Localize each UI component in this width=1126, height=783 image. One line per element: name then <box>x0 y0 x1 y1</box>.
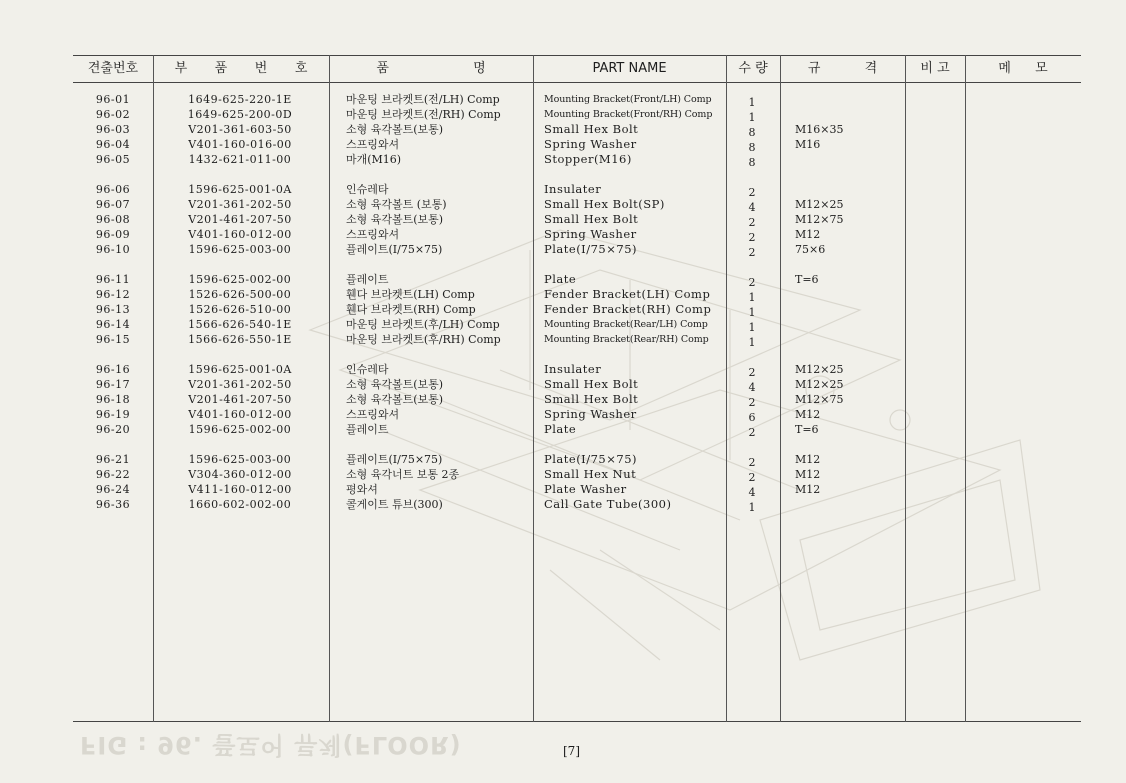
part-number: V201-361-202-50 <box>188 378 292 391</box>
korean-name: 마운팅 브라켓트(전/RH) Comp <box>346 108 501 121</box>
item-number: 96-21 <box>95 453 131 466</box>
item-number: 96-19 <box>95 408 131 421</box>
part-name: Mounting Bracket(Front/LH) Comp <box>544 94 712 105</box>
part-number: V201-361-202-50 <box>188 198 292 211</box>
quantity: 2 <box>748 231 756 244</box>
item-number: 96-13 <box>95 303 131 316</box>
part-name: Call Gate Tube(300) <box>544 497 672 511</box>
table-row <box>0 242 1126 257</box>
table-row <box>0 122 1126 137</box>
part-name: Plate <box>544 422 577 436</box>
quantity: 8 <box>748 141 756 154</box>
part-number: 1566-626-550-1E <box>188 333 292 346</box>
part-name: Plate(I/75×75) <box>544 452 637 466</box>
item-number: 96-17 <box>95 378 131 391</box>
item-number: 96-18 <box>95 393 131 406</box>
part-number: 1566-626-540-1E <box>188 318 292 331</box>
part-name: Mounting Bracket(Front/RH) Comp <box>544 109 713 120</box>
table-row <box>0 452 1126 467</box>
header-name-kr: 품 명 <box>376 61 486 76</box>
table-row <box>0 107 1126 122</box>
specification: M16×35 <box>795 123 844 136</box>
part-name: Small Hex Bolt <box>544 392 639 406</box>
quantity: 2 <box>748 471 756 484</box>
part-number: 1660-602-002-00 <box>188 498 292 511</box>
header-qty: 수 량 <box>738 61 768 76</box>
quantity: 2 <box>748 246 756 259</box>
item-number: 96-08 <box>95 213 131 226</box>
part-name: Small Hex Bolt <box>544 377 639 391</box>
quantity: 8 <box>748 156 756 169</box>
korean-name: 마개(M16) <box>346 153 402 166</box>
table-row <box>0 137 1126 152</box>
part-name: Spring Washer <box>544 407 637 421</box>
part-number: V201-461-207-50 <box>188 393 292 406</box>
table-row <box>0 422 1126 437</box>
quantity: 2 <box>748 456 756 469</box>
part-name: Small Hex Bolt(SP) <box>544 197 665 211</box>
korean-name: 플레이트(I/75×75) <box>346 243 443 256</box>
quantity: 4 <box>748 381 756 394</box>
item-number: 96-02 <box>95 108 131 121</box>
korean-name: 스프링와셔 <box>346 408 400 421</box>
quantity: 6 <box>748 411 756 424</box>
table-row <box>0 362 1126 377</box>
korean-name: 평와셔 <box>346 483 378 496</box>
table-bottom-border <box>73 721 1081 722</box>
table-row <box>0 482 1126 497</box>
item-number: 96-03 <box>95 123 131 136</box>
korean-name: 소형 육각볼트(보통) <box>346 123 444 136</box>
specification: M16 <box>795 138 821 151</box>
part-number: 1596-625-001-0A <box>188 363 292 376</box>
table-row <box>0 467 1126 482</box>
quantity: 1 <box>748 336 756 349</box>
quantity: 1 <box>748 306 756 319</box>
page-number: [7] <box>563 744 580 758</box>
part-number: V411-160-012-00 <box>188 483 292 496</box>
quantity: 8 <box>748 126 756 139</box>
table-row <box>0 497 1126 512</box>
table-row <box>0 287 1126 302</box>
quantity: 1 <box>748 321 756 334</box>
item-number: 96-15 <box>95 333 131 346</box>
korean-name: 콜게이트 튜브(300) <box>346 498 443 511</box>
specification: M12 <box>795 468 821 481</box>
part-number: V401-160-012-00 <box>188 408 292 421</box>
korean-name: 소형 육각볼트(보통) <box>346 378 444 391</box>
quantity: 1 <box>748 96 756 109</box>
item-number: 96-12 <box>95 288 131 301</box>
item-number: 96-10 <box>95 243 131 256</box>
item-number: 96-01 <box>95 93 131 106</box>
quantity: 2 <box>748 216 756 229</box>
table-row <box>0 92 1126 107</box>
part-name: Small Hex Bolt <box>544 122 639 136</box>
item-number: 96-06 <box>95 183 131 196</box>
part-number: V401-160-016-00 <box>188 138 292 151</box>
korean-name: 휀다 브라켓트(LH) Comp <box>346 288 475 301</box>
part-number: V201-361-603-50 <box>188 123 292 136</box>
korean-name: 소형 육각너트 보통 2종 <box>346 468 460 481</box>
table-row <box>0 152 1126 167</box>
korean-name: 플레이트 <box>346 423 389 436</box>
header-remark: 비 고 <box>920 61 950 76</box>
part-name: Spring Washer <box>544 227 637 241</box>
part-number: 1596-625-003-00 <box>188 243 292 256</box>
korean-name: 스프링와셔 <box>346 228 400 241</box>
quantity: 2 <box>748 186 756 199</box>
specification: 75×6 <box>795 243 826 256</box>
header-spec: 규 격 <box>807 61 878 76</box>
specification: M12 <box>795 408 821 421</box>
part-number: 1596-625-002-00 <box>188 273 292 286</box>
quantity: 1 <box>748 111 756 124</box>
table-row <box>0 407 1126 422</box>
item-number: 96-04 <box>95 138 131 151</box>
specification: T=6 <box>795 423 819 436</box>
part-name: Spring Washer <box>544 137 637 151</box>
item-number: 96-11 <box>95 273 131 286</box>
part-name: Insulater <box>544 182 602 196</box>
specification: M12×75 <box>795 213 844 226</box>
table-row <box>0 392 1126 407</box>
korean-name: 스프링와셔 <box>346 138 400 151</box>
part-number: 1649-625-200-0D <box>187 108 293 121</box>
item-number: 96-36 <box>95 498 131 511</box>
item-number: 96-14 <box>95 318 131 331</box>
table-row <box>0 317 1126 332</box>
korean-name: 소형 육각볼트 (보통) <box>346 198 447 211</box>
header-no: 견출번호 <box>87 61 139 76</box>
korean-name: 소형 육각볼트(보통) <box>346 213 444 226</box>
quantity: 2 <box>748 396 756 409</box>
korean-name: 인슈레타 <box>346 363 389 376</box>
part-name: Fender Bracket(LH) Comp <box>544 287 711 301</box>
korean-name: 마운팅 브라켓트(후/RH) Comp <box>346 333 501 346</box>
part-name: Small Hex Bolt <box>544 212 639 226</box>
korean-name: 플레이트(I/75×75) <box>346 453 443 466</box>
table-row <box>0 182 1126 197</box>
header-part-name: PART NAME <box>592 61 667 76</box>
part-number: 1526-626-510-00 <box>188 303 292 316</box>
korean-name: 마운팅 브라켓트(전/LH) Comp <box>346 93 500 106</box>
item-number: 96-16 <box>95 363 131 376</box>
specification: M12×25 <box>795 378 844 391</box>
show-through-diagram <box>300 190 1060 690</box>
part-number: V201-461-207-50 <box>188 213 292 226</box>
table-row <box>0 197 1126 212</box>
part-number: 1526-626-500-00 <box>188 288 292 301</box>
part-number: 1596-625-003-00 <box>188 453 292 466</box>
table-row <box>0 377 1126 392</box>
item-number: 96-09 <box>95 228 131 241</box>
part-number: V401-160-012-00 <box>188 228 292 241</box>
korean-name: 휀다 브라켓트(RH) Comp <box>346 303 476 316</box>
header-memo: 메 모 <box>998 61 1048 76</box>
part-number: 1432-621-011-00 <box>188 153 292 166</box>
part-name: Mounting Bracket(Rear/LH) Comp <box>544 319 708 330</box>
item-number: 96-05 <box>95 153 131 166</box>
part-number: 1596-625-002-00 <box>188 423 292 436</box>
mirrored-footer-title: FIG : 96. 플로어 류체(FLOOR) <box>80 731 462 759</box>
quantity: 2 <box>748 426 756 439</box>
part-name: Mounting Bracket(Rear/RH) Comp <box>544 334 709 345</box>
korean-name: 마운팅 브라켓트(후/LH) Comp <box>346 318 500 331</box>
table-row <box>0 272 1126 287</box>
part-number: 1649-625-220-1E <box>188 93 292 106</box>
item-number: 96-20 <box>95 423 131 436</box>
part-name: Small Hex Nut <box>544 467 637 481</box>
item-number: 96-24 <box>95 483 131 496</box>
part-number: V304-360-012-00 <box>188 468 292 481</box>
part-number: 1596-625-001-0A <box>188 183 292 196</box>
korean-name: 플레이트 <box>346 273 389 286</box>
specification: M12 <box>795 228 821 241</box>
specification: M12×75 <box>795 393 844 406</box>
quantity: 2 <box>748 366 756 379</box>
quantity: 1 <box>748 291 756 304</box>
part-name: Plate(I/75×75) <box>544 242 637 256</box>
specification: M12 <box>795 483 821 496</box>
quantity: 4 <box>748 201 756 214</box>
table-top-border <box>73 55 1081 56</box>
part-name: Fender Bracket(RH) Comp <box>544 302 712 316</box>
part-name: Stopper(M16) <box>544 152 632 166</box>
quantity: 1 <box>748 501 756 514</box>
korean-name: 인슈레타 <box>346 183 389 196</box>
quantity: 2 <box>748 276 756 289</box>
item-number: 96-22 <box>95 468 131 481</box>
specification: M12×25 <box>795 198 844 211</box>
header-part-no: 부 품 번 호 <box>174 61 320 76</box>
table-row <box>0 212 1126 227</box>
item-number: 96-07 <box>95 198 131 211</box>
part-name: Plate <box>544 272 577 286</box>
quantity: 4 <box>748 486 756 499</box>
part-name: Insulater <box>544 362 602 376</box>
table-row <box>0 227 1126 242</box>
specification: M12×25 <box>795 363 844 376</box>
specification: T=6 <box>795 273 819 286</box>
specification: M12 <box>795 453 821 466</box>
table-row <box>0 302 1126 317</box>
part-name: Plate Washer <box>544 482 627 496</box>
header-bottom-border <box>73 82 1081 83</box>
table-row <box>0 332 1126 347</box>
korean-name: 소형 육각볼트(보통) <box>346 393 444 406</box>
